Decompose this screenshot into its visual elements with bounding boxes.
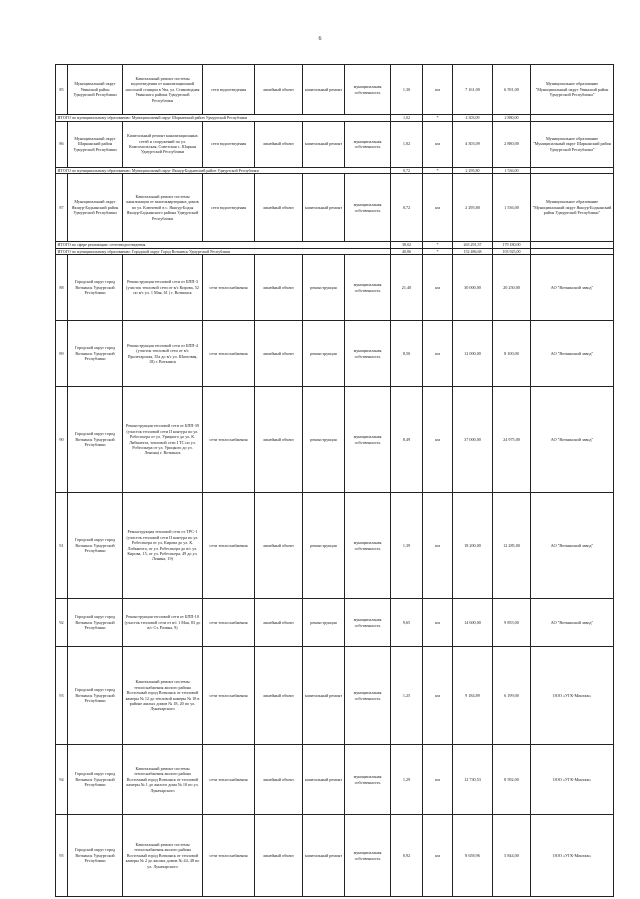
object-type-cell: линейный объект bbox=[255, 815, 303, 897]
table-row bbox=[56, 387, 614, 493]
total-unit: * bbox=[423, 167, 453, 174]
row-number: 93 bbox=[56, 647, 68, 745]
length-cell: 1,29 bbox=[391, 745, 423, 815]
financing-cell: 1 536,00 bbox=[493, 174, 531, 242]
row-number: 94 bbox=[56, 745, 68, 815]
ownership-cell: муниципальная собственность bbox=[345, 647, 391, 745]
municipality-cell: Городской округ город Воткинск Удмуртской Республики bbox=[68, 815, 123, 897]
length-cell: 1,02 bbox=[391, 121, 423, 167]
total-cost: 2 295,80 bbox=[453, 167, 493, 174]
object-name-cell: Капитальный ремонт системы водоотведения от канализационной насосной станции в Ува, ул. Стиноводная Увинского района Удмуртской Республики bbox=[123, 65, 203, 115]
event-type-cell: капитальный ремонт bbox=[303, 815, 345, 897]
financing-cell: 20 250,00 bbox=[493, 255, 531, 321]
unit-cell: км bbox=[423, 255, 453, 321]
network-type-cell: сети водоотведения bbox=[203, 65, 255, 115]
row-number: 95 bbox=[56, 815, 68, 897]
total-financing: 2 880,00 bbox=[493, 115, 531, 122]
executor-cell: АО "Воткинский завод" bbox=[531, 493, 614, 599]
executor-cell: АО "Воткинский завод" bbox=[531, 255, 614, 321]
municipality-cell: Муниципальный округ Увинский район Удмуртской Республики bbox=[68, 65, 123, 115]
municipality-cell: Городской округ город Воткинск Удмуртской Республики bbox=[68, 255, 123, 321]
unit-cell: км bbox=[423, 321, 453, 387]
total-cost: 152 486,68 bbox=[453, 248, 493, 255]
unit-cell: км bbox=[423, 121, 453, 167]
length-cell: 0,72 bbox=[391, 174, 423, 242]
municipality-cell: Городской округ город Воткинск Удмуртской Республики bbox=[68, 321, 123, 387]
object-name-cell: Реконструкция тепловой сети от БПП-10 (участок тепловой сети от в/с 1 Мая, 83 до в/с Ст. Разина, 9) bbox=[123, 599, 203, 647]
object-name-cell: Реконструкция тепловой сети от ТРС-1 (участок тепловой сети II контура по ул. Робеспьера от ул. Кирова до ул. К. Либкнехта, от ул. Робеспьера до в/с ул. Кирова, 15, от ул. Робеспьера, 49 до ул. Ленина, 19) bbox=[123, 493, 203, 599]
object-type-cell: линейный объект bbox=[255, 647, 303, 745]
row-number: 92 bbox=[56, 599, 68, 647]
municipality-cell: Городской округ город Воткинск Удмуртской Республики bbox=[68, 647, 123, 745]
network-type-cell: сети теплоснабжения bbox=[203, 493, 255, 599]
table-row bbox=[56, 321, 614, 387]
object-type-cell: линейный объект bbox=[255, 493, 303, 599]
financing-cell: 12 285,00 bbox=[493, 493, 531, 599]
event-type-cell: реконструкция bbox=[303, 493, 345, 599]
table-row bbox=[56, 174, 614, 242]
unit-cell: км bbox=[423, 493, 453, 599]
object-type-cell: линейный объект bbox=[255, 255, 303, 321]
total-financing: 179 180,00 bbox=[493, 242, 531, 249]
object-type-cell: линейный объект bbox=[255, 321, 303, 387]
cost-cell: 14 600,00 bbox=[453, 599, 493, 647]
financing-cell: 6 199,00 bbox=[493, 647, 531, 745]
table-row bbox=[56, 745, 614, 815]
event-type-cell: капитальный ремонт bbox=[303, 647, 345, 745]
table-row bbox=[56, 121, 614, 167]
executor-cell: Муниципальное образование "Муниципальный округ Увинский район Удмуртской Республики" bbox=[531, 65, 614, 115]
ownership-cell: муниципальная собственность bbox=[345, 493, 391, 599]
ownership-cell: муниципальная собственность bbox=[345, 121, 391, 167]
unit-cell: км bbox=[423, 815, 453, 897]
object-name-cell: Реконструкция тепловой сети от БПП-4 (участок тепловой сети от в/с Пролетарская, 35а до в/с ул. Шахтовая, 18) г. Воткинск bbox=[123, 321, 203, 387]
municipality-cell: Муниципальный округ Якшур-Бодьинский район Удмуртской Республики bbox=[68, 174, 123, 242]
total-label: ИТОГО по сфере реализации: сетеотводоотведения bbox=[56, 242, 391, 249]
object-name-cell: Капитальный ремонт системы теплоснабжения жилого района Восточный город Воткинск от тепловой камеры № 12 до тепловой камеры № 18 в районе жилых домов № 18, 20 по ул. Луначарского bbox=[123, 647, 203, 745]
ownership-cell: муниципальная собственность bbox=[345, 745, 391, 815]
cost-cell: 12 730,53 bbox=[453, 745, 493, 815]
network-type-cell: сети водоотведения bbox=[203, 174, 255, 242]
total-cost: 263 291,37 bbox=[453, 242, 493, 249]
total-unit: * bbox=[423, 242, 453, 249]
network-type-cell: сети теплоснабжения bbox=[203, 387, 255, 493]
municipality-cell: Городской округ город Воткинск Удмуртской Республики bbox=[68, 493, 123, 599]
financing-cell: 2 880,00 bbox=[493, 121, 531, 167]
row-number: 89 bbox=[56, 321, 68, 387]
ownership-cell: муниципальная собственность bbox=[345, 174, 391, 242]
municipality-cell: Муниципальный округ Шарканский район Удмуртской Республики bbox=[68, 121, 123, 167]
executor-cell: ООО «УГК-Монтаж» bbox=[531, 815, 614, 897]
row-number: 86 bbox=[56, 121, 68, 167]
executor-cell: Муниципальное образование "Муниципальный округ Якшур-Бодьинский район Удмуртской Республики" bbox=[531, 174, 614, 242]
row-number: 87 bbox=[56, 174, 68, 242]
objects-table bbox=[55, 64, 614, 897]
cost-cell: 9 184,89 bbox=[453, 647, 493, 745]
cost-cell: 4 303,09 bbox=[453, 121, 493, 167]
length-cell: 1,39 bbox=[391, 493, 423, 599]
page-number: 6 bbox=[318, 36, 322, 42]
total-length: 0,72 bbox=[391, 167, 423, 174]
financing-cell: 9 855,00 bbox=[493, 599, 531, 647]
length-cell: 8,50 bbox=[391, 321, 423, 387]
event-type-cell: реконструкция bbox=[303, 321, 345, 387]
cost-cell: 37 000,00 bbox=[453, 387, 493, 493]
table-row bbox=[56, 255, 614, 321]
financing-cell: 8 100,00 bbox=[493, 321, 531, 387]
object-name-cell: Реконструкция тепловой сети от БПП-3 (участок тепловой сети от в/с Кирова, 52 по в/с ул. 1 Мая, 61 ) г. Воткинск bbox=[123, 255, 203, 321]
network-type-cell: сети водоотведения bbox=[203, 121, 255, 167]
table-row bbox=[56, 493, 614, 599]
municipality-cell: Городской округ город Воткинск Удмуртской Республики bbox=[68, 599, 123, 647]
total-length: 40,86 bbox=[391, 248, 423, 255]
event-type-cell: реконструкция bbox=[303, 255, 345, 321]
object-type-cell: линейный объект bbox=[255, 65, 303, 115]
total-financing: 103 925,00 bbox=[493, 248, 531, 255]
executor-cell: АО "Воткинский завод" bbox=[531, 387, 614, 493]
executor-cell: ООО «УГК-Монтаж» bbox=[531, 647, 614, 745]
financing-cell: 24 975,00 bbox=[493, 387, 531, 493]
cost-cell: 8 658,96 bbox=[453, 815, 493, 897]
unit-cell: км bbox=[423, 647, 453, 745]
object-name-cell: Реконструкция тепловой сети от БПП-39 (участок тепловой сети II контура по ул. Робеспьера от ул. Урицкого до ул. К. Либкнехта, тепловой сети I ТС по ул. Робеспьера от ул. Урицкого до ул. Ленина) г. Воткинск bbox=[123, 387, 203, 493]
object-name-cell: Капитальный ремонт системы теплоснабжения жилого района Восточный город Воткинск от тепловой камеры № 1 до жилого дома № 10 по ул. Луначарского bbox=[123, 745, 203, 815]
total-length: 38,02 bbox=[391, 242, 423, 249]
table-row bbox=[56, 815, 614, 897]
length-cell: 1,30 bbox=[391, 65, 423, 115]
total-label: ИТОГО по муниципальному образованию: Городской округ Город Воткинск Удмуртской Республики bbox=[56, 248, 391, 255]
financing-cell: 6 591,00 bbox=[493, 65, 531, 115]
unit-cell: км bbox=[423, 745, 453, 815]
event-type-cell: капитальный ремонт bbox=[303, 65, 345, 115]
total-label: ИТОГО по муниципальному образованию: Муниципальный округ Шарканский район Удмуртской Республики bbox=[56, 115, 391, 122]
unit-cell: км bbox=[423, 387, 453, 493]
ownership-cell: муниципальная собственность bbox=[345, 321, 391, 387]
network-type-cell: сети теплоснабжения bbox=[203, 815, 255, 897]
row-number: 91 bbox=[56, 493, 68, 599]
length-cell: 1,25 bbox=[391, 647, 423, 745]
network-type-cell: сети теплоснабжения bbox=[203, 745, 255, 815]
event-type-cell: капитальный ремонт bbox=[303, 174, 345, 242]
row-number: 88 bbox=[56, 255, 68, 321]
table-row bbox=[56, 65, 614, 115]
executor-cell: Муниципальное образование "Муниципальный округ Шарканский район Удмуртской Республики" bbox=[531, 121, 614, 167]
object-type-cell: линейный объект bbox=[255, 387, 303, 493]
row-number: 85 bbox=[56, 65, 68, 115]
financing-cell: 8 592,00 bbox=[493, 745, 531, 815]
cost-cell: 7 161,00 bbox=[453, 65, 493, 115]
ownership-cell: муниципальная собственность bbox=[345, 65, 391, 115]
ownership-cell: муниципальная собственность bbox=[345, 815, 391, 897]
length-cell: 21,40 bbox=[391, 255, 423, 321]
row-number: 90 bbox=[56, 387, 68, 493]
object-name-cell: Капитальный ремонт канализационных сетей и сооружений по ул. Комсомольская, Советская с. Шаркан Удмуртской Республики bbox=[123, 121, 203, 167]
length-cell: 0,92 bbox=[391, 815, 423, 897]
network-type-cell: сети теплоснабжения bbox=[203, 647, 255, 745]
total-cost: 4 303,09 bbox=[453, 115, 493, 122]
cost-cell: 2 295,80 bbox=[453, 174, 493, 242]
length-cell: 9,65 bbox=[391, 599, 423, 647]
cost-cell: 30 000,00 bbox=[453, 255, 493, 321]
total-unit: * bbox=[423, 248, 453, 255]
unit-cell: км bbox=[423, 65, 453, 115]
length-cell: 8,49 bbox=[391, 387, 423, 493]
object-type-cell: линейный объект bbox=[255, 599, 303, 647]
municipality-cell: Городской округ город Воткинск Удмуртской Республики bbox=[68, 745, 123, 815]
network-type-cell: сети теплоснабжения bbox=[203, 255, 255, 321]
executor-cell: АО "Воткинский завод" bbox=[531, 599, 614, 647]
object-type-cell: линейный объект bbox=[255, 745, 303, 815]
event-type-cell: капитальный ремонт bbox=[303, 745, 345, 815]
executor-cell: ООО «УГК-Монтаж» bbox=[531, 745, 614, 815]
municipality-cell: Городской округ город Воткинск Удмуртской Республики bbox=[68, 387, 123, 493]
network-type-cell: сети теплоснабжения bbox=[203, 599, 255, 647]
cost-cell: 18 200,00 bbox=[453, 493, 493, 599]
table-row bbox=[56, 647, 614, 745]
event-type-cell: капитальный ремонт bbox=[303, 121, 345, 167]
total-financing: 1 536,00 bbox=[493, 167, 531, 174]
event-type-cell: реконструкция bbox=[303, 599, 345, 647]
total-unit: * bbox=[423, 115, 453, 122]
ownership-cell: муниципальная собственность bbox=[345, 255, 391, 321]
cost-cell: 12 000,00 bbox=[453, 321, 493, 387]
total-length: 1,02 bbox=[391, 115, 423, 122]
object-name-cell: Капитальный ремонт системы канализации от многоквартирных домов по ул. Ключевой в с. Якшур-Бодья Якшур-Бодьинского района Удмуртской Республики bbox=[123, 174, 203, 242]
event-type-cell: реконструкция bbox=[303, 387, 345, 493]
object-type-cell: линейный объект bbox=[255, 174, 303, 242]
network-type-cell: сети теплоснабжения bbox=[203, 321, 255, 387]
executor-cell: АО "Воткинский завод" bbox=[531, 321, 614, 387]
total-label: ИТОГО по муниципальному образованию: Муниципальный округ Якшур-Бодьинский район Удмуртской Республики bbox=[56, 167, 391, 174]
table-row bbox=[56, 599, 614, 647]
ownership-cell: муниципальная собственность bbox=[345, 599, 391, 647]
object-name-cell: Капитальный ремонт системы теплоснабжения жилого района Восточный город Воткинск от тепловой камеры № 2 до жилых домов № 44, 48 по ул. Луначарского bbox=[123, 815, 203, 897]
unit-cell: км bbox=[423, 174, 453, 242]
object-type-cell: линейный объект bbox=[255, 121, 303, 167]
ownership-cell: муниципальная собственность bbox=[345, 387, 391, 493]
unit-cell: км bbox=[423, 599, 453, 647]
financing-cell: 5 844,00 bbox=[493, 815, 531, 897]
